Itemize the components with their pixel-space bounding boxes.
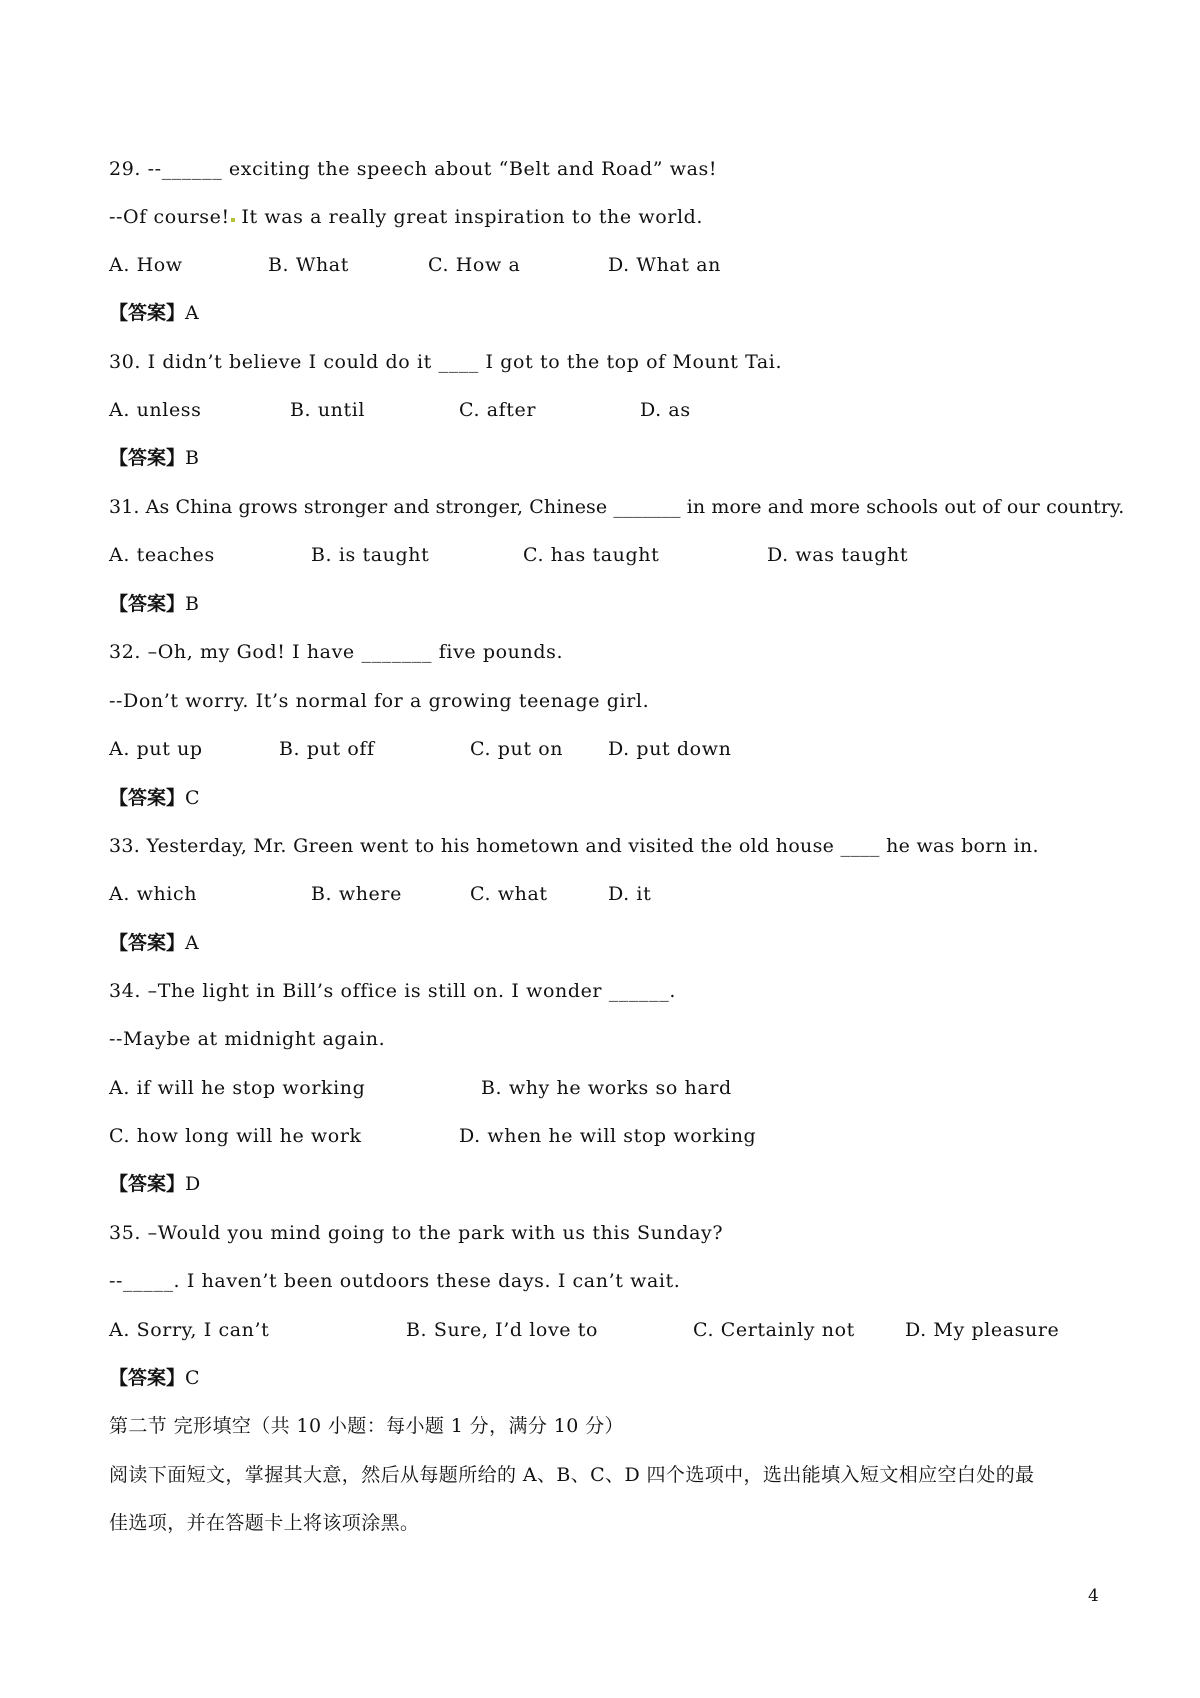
q32-stem: 32. –Oh, my God! I have _______ five pounds. <box>109 641 564 663</box>
q34-answer <box>109 1172 200 1196</box>
section-instruction-line-1: 阅读下面短文，掌握其大意，然后从每题所给的 A、B、C、D 四个选项中，选出能填入短文相应空白处的最 <box>109 1464 1035 1486</box>
q31-option-a: A. teaches <box>109 544 215 566</box>
q29-option-d: D. What an <box>608 254 721 276</box>
answer-value: B <box>185 593 199 615</box>
q32-reply: --Don’t worry. It’s normal for a growing teenage girl. <box>109 690 650 712</box>
q29-reply <box>109 205 703 229</box>
q29-option-c: C. How a <box>428 254 521 276</box>
q32-option-d: D. put down <box>608 738 732 760</box>
q29-answer <box>109 301 199 325</box>
answer-value: C <box>185 787 200 809</box>
section-title: 第二节 完形填空（共 10 小题：每小题 1 分，满分 10 分） <box>109 1415 624 1437</box>
q29-option-a: A. How <box>109 254 183 276</box>
q35-option-a: A. Sorry, I can’t <box>109 1319 270 1341</box>
q29-stem: 29. --______ exciting the speech about “Belt and Road” was! <box>109 158 718 180</box>
q30-option-c: C. after <box>459 399 537 421</box>
q32-option-b: B. put off <box>279 738 375 760</box>
q34-option-d: D. when he will stop working <box>459 1125 757 1147</box>
q30-answer <box>109 446 199 470</box>
answer-tag: 【答案】 <box>109 1367 186 1389</box>
q31-answer <box>109 592 199 616</box>
answer-value: C <box>185 1367 200 1389</box>
q33-option-b: B. where <box>311 883 402 905</box>
q34-option-b: B. why he works so hard <box>481 1077 732 1099</box>
answer-tag: 【答案】 <box>109 787 186 809</box>
answer-value: A <box>185 932 199 954</box>
q34-reply: --Maybe at midnight again. <box>109 1028 386 1050</box>
answer-tag: 【答案】 <box>109 593 186 615</box>
answer-tag: 【答案】 <box>109 932 186 954</box>
q30-option-a: A. unless <box>109 399 202 421</box>
q31-option-c: C. has taught <box>523 544 660 566</box>
q32-answer <box>109 786 200 810</box>
q35-reply: --_____. I haven’t been outdoors these days. I can’t wait. <box>109 1270 681 1292</box>
q35-stem: 35. –Would you mind going to the park with us this Sunday? <box>109 1222 724 1244</box>
q35-option-b: B. Sure, I’d love to <box>406 1319 599 1341</box>
q35-option-c: C. Certainly not <box>693 1319 855 1341</box>
q33-option-c: C. what <box>470 883 548 905</box>
q29-reply-rest: It was a really great inspiration to the world. <box>234 206 704 228</box>
q32-option-a: A. put up <box>109 738 203 760</box>
answer-value: B <box>185 447 199 469</box>
section-instruction-line-2: 佳选项，并在答题卡上将该项涂黑。 <box>109 1512 420 1534</box>
q34-stem: 34. –The light in Bill’s office is still on. I wonder ______. <box>109 980 676 1002</box>
page-number: 4 <box>1088 1586 1099 1606</box>
answer-tag: 【答案】 <box>109 1173 186 1195</box>
q29-option-b: B. What <box>268 254 349 276</box>
q35-answer <box>109 1366 200 1390</box>
answer-tag: 【答案】 <box>109 302 186 324</box>
q31-option-d: D. was taught <box>767 544 909 566</box>
q30-stem: 30. I didn’t believe I could do it ____ I got to the top of Mount Tai. <box>109 351 783 373</box>
answer-value: A <box>185 302 199 324</box>
q31-stem: 31. As China grows stronger and stronger, Chinese _______ in more and more schools out of our country. <box>109 496 1125 518</box>
q30-option-b: B. until <box>290 399 366 421</box>
answer-tag: 【答案】 <box>109 447 186 469</box>
q33-option-a: A. which <box>109 883 198 905</box>
q31-option-b: B. is taught <box>311 544 430 566</box>
answer-value: D <box>185 1173 201 1195</box>
q33-stem: 33. Yesterday, Mr. Green went to his hometown and visited the old house ____ he was born in. <box>109 835 1039 857</box>
q30-option-d: D. as <box>640 399 691 421</box>
q35-option-d: D. My pleasure <box>905 1319 1060 1341</box>
q33-option-d: D. it <box>608 883 652 905</box>
q34-option-a: A. if will he stop working <box>109 1077 366 1099</box>
q29-reply-start: --Of course! <box>109 206 230 228</box>
q34-option-c: C. how long will he work <box>109 1125 362 1147</box>
q32-option-c: C. put on <box>470 738 564 760</box>
q33-answer <box>109 931 199 955</box>
